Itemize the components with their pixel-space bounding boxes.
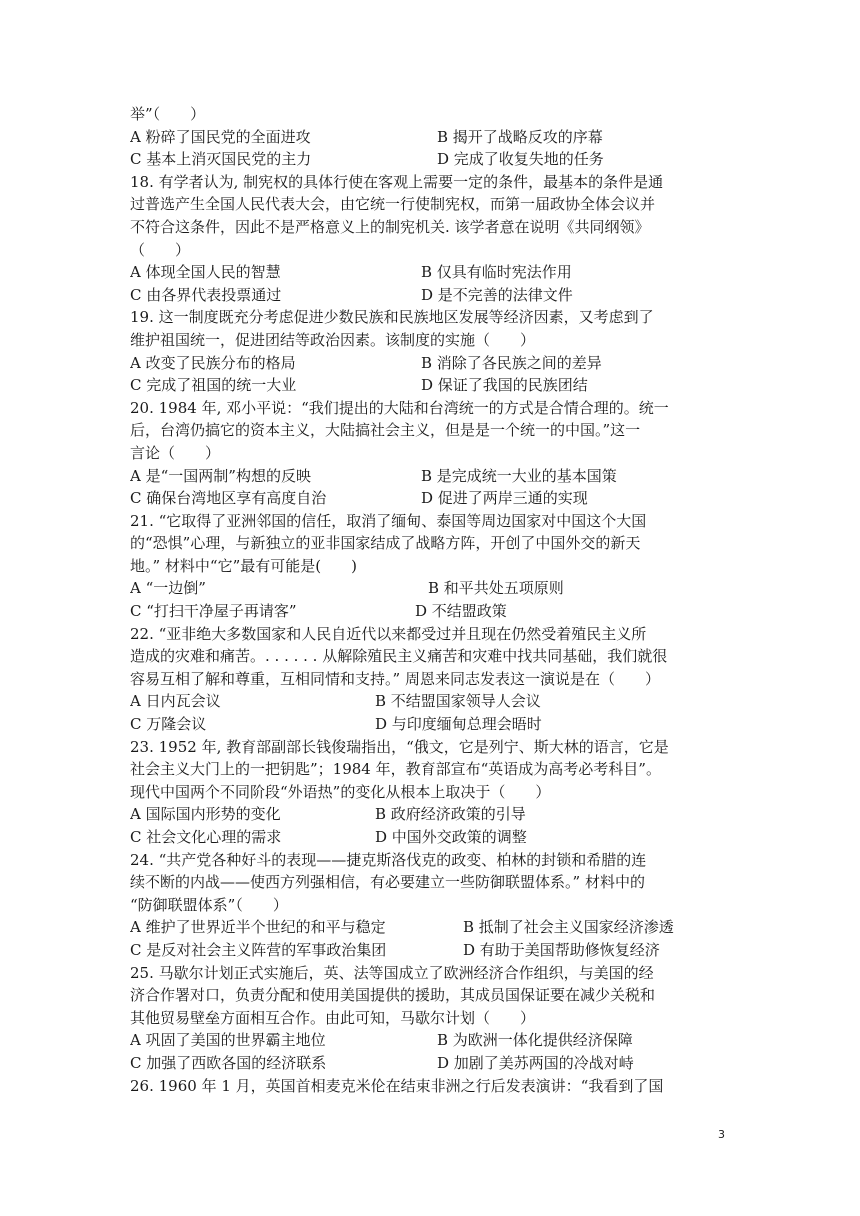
- answer-option: A 巩固了美国的世界霸主地位: [130, 1031, 326, 1050]
- text-line: 济合作署对口，负责分配和使用美国提供的援助，其成员国保证要在减少关税和: [130, 986, 656, 1005]
- text-line: 18. 有学者认为, 制宪权的具体行使在客观上需要一定的条件，最基本的条件是通: [130, 172, 664, 191]
- question-text-block: [130, 103, 730, 1097]
- answer-option: B 仅具有临时宪法作用: [421, 263, 572, 282]
- page-number: 3: [718, 1128, 725, 1141]
- option-row: [130, 148, 730, 171]
- option-row: [130, 126, 730, 149]
- option-row: [130, 577, 730, 600]
- text-line: 现代中国两个不同阶段“外语热”的变化从根本上取决于（ ）: [130, 782, 551, 801]
- answer-option: B 抵制了社会主义国家经济渗透: [463, 918, 674, 937]
- text-line: 过普选产生全国人民代表大会，由它统一行使制宪权，而第一届政协全体会议并: [130, 195, 656, 214]
- option-row: [130, 939, 730, 962]
- text-line: “防御联盟体系”（ ）: [130, 895, 288, 914]
- text-line: 不符合这条件，因此不是严格意义上的制宪机关. 该学者意在说明《共同纲领》: [130, 217, 650, 236]
- answer-option: B 揭开了战略反攻的序幕: [437, 127, 603, 146]
- answer-option: A 日内瓦会议: [130, 692, 221, 711]
- text-line: 举”（ ）: [130, 105, 206, 123]
- answer-option: B 是完成统一大业的基本国策: [421, 466, 617, 485]
- answer-option: B 不结盟国家领导人会议: [375, 692, 541, 711]
- answer-option: D 与印度缅甸总理会晤时: [375, 715, 542, 734]
- answer-option: D 完成了收复失地的任务: [437, 150, 604, 169]
- answer-option: C 万隆会议: [130, 715, 207, 734]
- text-line: 其他贸易壁垒方面相互合作。由此可知，马歇尔计划（ ）: [130, 1008, 536, 1027]
- option-row: [130, 803, 730, 826]
- option-row: [130, 284, 730, 307]
- text-line: 20. 1984 年, 邓小平说：“我们提出的大陆和台湾统一的方式是合情合理的。统一: [130, 398, 669, 417]
- text-line: 23. 1952 年, 教育部副部长钱俊瑞指出，“俄文，它是列宁、斯大林的语言，它是: [130, 737, 669, 756]
- answer-option: A 改变了民族分布的格局: [130, 353, 296, 372]
- text-line: （ ）: [130, 240, 191, 259]
- answer-option: B 政府经济政策的引导: [375, 805, 526, 824]
- text-line: 后，台湾仍搞它的资本主义，大陆搞社会主义，但是是一个统一的中国。”这一: [130, 421, 641, 440]
- option-row: [130, 374, 730, 397]
- answer-option: C 由各界代表投票通过: [130, 285, 282, 304]
- answer-option: D 保证了我国的民族团结: [421, 376, 588, 395]
- text-line: 19. 这一制度既充分考虑促进少数民族和民族地区发展等经济因素，又考虑到了: [130, 308, 654, 327]
- answer-option: C “打扫干净屋子再请客”: [130, 602, 297, 621]
- text-line: 社会主义大门上的一把钥匙”；1984 年，教育部宣布“英语成为高考必考科目”。: [130, 760, 661, 779]
- answer-option: B 消除了各民族之间的差异: [421, 353, 602, 372]
- answer-option: C 确保台湾地区享有高度自治: [130, 489, 327, 508]
- answer-option: A 是“一国两制”构想的反映: [130, 466, 311, 485]
- text-line: 言论（ ）: [130, 443, 221, 462]
- text-line: 续不断的内战——使西方列强相信，有必要建立一些防御联盟体系。” 材料中的: [130, 873, 645, 892]
- answer-option: B 为欧洲一体化提供经济保障: [437, 1031, 633, 1050]
- answer-option: C 加强了西欧各国的经济联系: [130, 1053, 327, 1072]
- answer-option: A 粉碎了国民党的全面进攻: [130, 127, 311, 146]
- answer-option: B 和平共处五项原则: [428, 579, 564, 598]
- answer-option: C 完成了祖国的统一大业: [130, 376, 297, 395]
- answer-option: C 是反对社会主义阵营的军事政治集团: [130, 940, 387, 959]
- option-row: [130, 352, 730, 375]
- option-row: [130, 261, 730, 284]
- option-row: [130, 487, 730, 510]
- option-row: [130, 826, 730, 849]
- option-row: [130, 465, 730, 488]
- text-line: 25. 马歇尔计划正式实施后，英、法等国成立了欧洲经济合作组织，与美国的经: [130, 963, 654, 982]
- answer-option: D 加剧了美苏两国的冷战对峙: [437, 1053, 634, 1072]
- text-line: 地。” 材料中“它”最有可能是( ): [130, 556, 357, 575]
- text-line: 24. “共产党各种好斗的表现——捷克斯洛伐克的政变、柏林的封锁和希腊的连: [130, 850, 647, 869]
- text-line: 的“恐惧”心理，与新独立的亚非国家结成了战略方阵，开创了中国外交的新天: [130, 534, 641, 553]
- option-row: [130, 1052, 730, 1075]
- answer-option: D 有助于美国帮助修恢复经济: [463, 940, 660, 959]
- answer-option: C 社会文化心理的需求: [130, 828, 282, 846]
- answer-option: C 基本上消灭国民党的主力: [130, 150, 312, 169]
- answer-option: A “一边倒”: [130, 579, 206, 598]
- answer-option: D 是不完善的法律文件: [421, 285, 573, 304]
- answer-option: A 维护了世界近半个世纪的和平与稳定: [130, 918, 386, 937]
- text-line: 造成的灾难和痛苦。. . . . . . 从解除殖民主义痛苦和灾难中找共同基础，我们就很: [130, 647, 668, 666]
- text-line: 26. 1960 年 1 月，英国首相麦克米伦在结束非洲之行后发表演讲：“我看到了国: [130, 1076, 664, 1095]
- answer-option: A 体现全国人民的智慧: [130, 263, 281, 282]
- text-line: 22. “亚非绝大多数国家和人民自近代以来都受过并且现在仍然受着殖民主义所: [130, 624, 647, 643]
- answer-option: D 中国外交政策的调整: [375, 828, 527, 846]
- answer-option: A 国际国内形势的变化: [130, 805, 281, 824]
- answer-option: D 不结盟政策: [415, 602, 507, 621]
- option-row: [130, 1029, 730, 1052]
- option-row: [130, 600, 730, 623]
- option-row: [130, 713, 730, 736]
- text-line: 容易互相了解和尊重，互相同情和支持。” 周恩来同志发表这一演说是在（ ）: [130, 669, 660, 688]
- text-line: 21. “它取得了亚洲邻国的信任，取消了缅甸、泰国等周边国家对中国这个大国: [130, 511, 647, 530]
- text-line: 维护祖国统一，促进团结等政治因素。该制度的实施（ ）: [130, 330, 536, 349]
- answer-option: D 促进了两岸三通的实现: [421, 489, 588, 508]
- option-row: [130, 916, 730, 939]
- option-row: [130, 690, 730, 713]
